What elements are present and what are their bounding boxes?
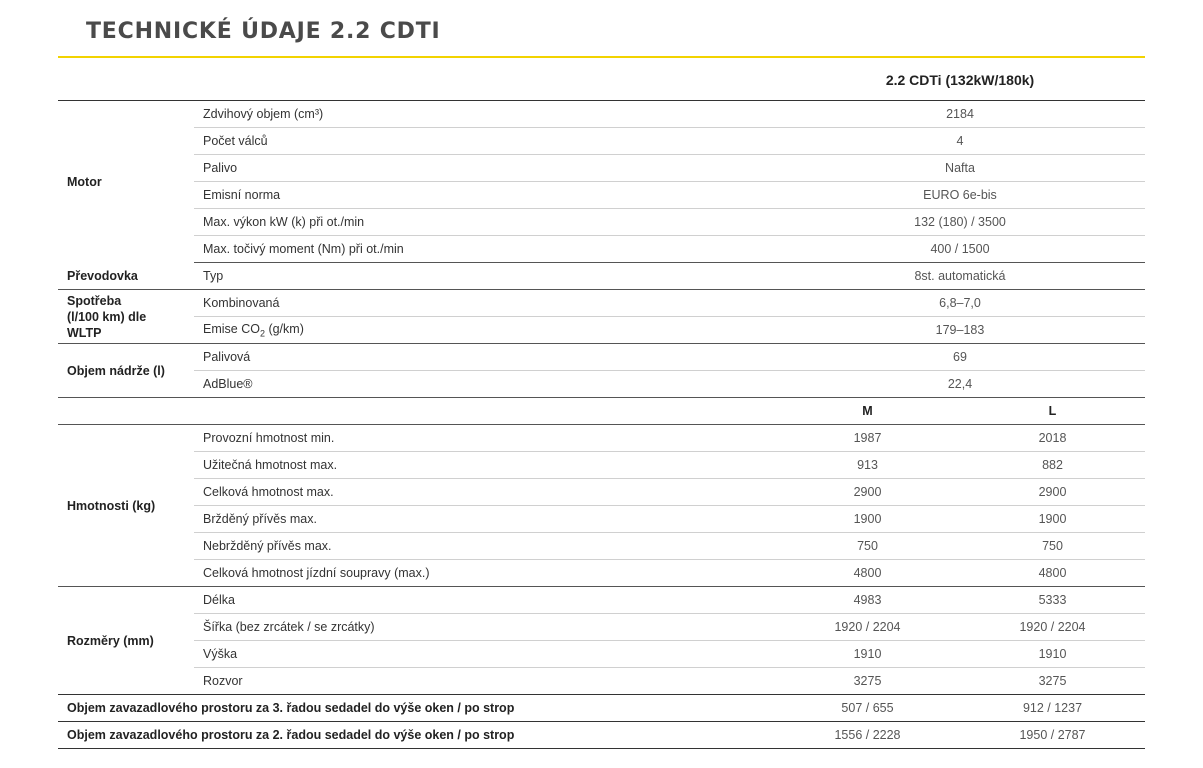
row-label: Palivo xyxy=(194,155,775,182)
row-label: Rozvor xyxy=(194,668,775,695)
row-value-m: 4800 xyxy=(775,560,960,587)
row-label: Kombinovaná xyxy=(194,290,775,317)
variant-header-m: M xyxy=(775,398,960,425)
row-value-l: 1920 / 2204 xyxy=(960,614,1145,641)
row-label: Šířka (bez zrcátek / se zrcátky) xyxy=(194,614,775,641)
table-row xyxy=(58,452,1145,479)
table-row xyxy=(58,317,1145,344)
row-value-m: 1920 / 2204 xyxy=(775,614,960,641)
row-value-m: 2900 xyxy=(775,479,960,506)
table-row xyxy=(58,425,1145,452)
row-value-l: 2018 xyxy=(960,425,1145,452)
row-label: Bržděný přívěs max. xyxy=(194,506,775,533)
row-value-l: 3275 xyxy=(960,668,1145,695)
table-row xyxy=(58,506,1145,533)
group-label-rozmery: Rozměry (mm) xyxy=(58,587,194,695)
row-value: Nafta xyxy=(775,155,1145,182)
row-label: Nebržděný přívěs max. xyxy=(194,533,775,560)
row-value-l: 5333 xyxy=(960,587,1145,614)
table-row xyxy=(58,479,1145,506)
table-row xyxy=(58,614,1145,641)
row-value: 179–183 xyxy=(775,317,1145,344)
row-label: Výška xyxy=(194,641,775,668)
cargo-row-label: Objem zavazadlového prostoru za 2. řadou sedadel do výše oken / po strop xyxy=(58,722,775,749)
table-row xyxy=(58,182,1145,209)
row-label: Max. točivý moment (Nm) při ot./min xyxy=(194,236,775,263)
title-accent-rule xyxy=(58,56,1145,58)
blank-cell xyxy=(58,398,194,425)
row-value: 400 / 1500 xyxy=(775,236,1145,263)
row-value-l: 882 xyxy=(960,452,1145,479)
row-label: Emisní norma xyxy=(194,182,775,209)
row-value: EURO 6e-bis xyxy=(775,182,1145,209)
table-row xyxy=(58,128,1145,155)
table-row xyxy=(58,101,1145,128)
row-value-m: 4983 xyxy=(775,587,960,614)
emise-label-suffix: (g/km) xyxy=(264,321,304,336)
table-row xyxy=(58,263,1145,290)
table-row xyxy=(58,587,1145,614)
table-row xyxy=(58,722,1145,749)
row-label: AdBlue® xyxy=(194,371,775,398)
row-value: 132 (180) / 3500 xyxy=(775,209,1145,236)
row-value-m: 507 / 655 xyxy=(775,695,960,722)
row-value-m: 1910 xyxy=(775,641,960,668)
table-row xyxy=(58,560,1145,587)
table-row xyxy=(58,290,1145,317)
row-value-l: 750 xyxy=(960,533,1145,560)
cargo-row-label: Objem zavazadlového prostoru za 3. řadou sedadel do výše oken / po strop xyxy=(58,695,775,722)
row-value-l: 912 / 1237 xyxy=(960,695,1145,722)
group-label-prevodovka: Převodovka xyxy=(58,263,194,290)
table-row xyxy=(58,371,1145,398)
row-value-m: 1900 xyxy=(775,506,960,533)
emise-label-subscript: 2 xyxy=(259,328,265,339)
row-value-m: 1987 xyxy=(775,425,960,452)
row-label: Celková hmotnost jízdní soupravy (max.) xyxy=(194,560,775,587)
row-value: 6,8–7,0 xyxy=(775,290,1145,317)
page-title: TECHNICKÉ ÚDAJE 2.2 CDTI xyxy=(86,19,441,44)
row-value-m: 1556 / 2228 xyxy=(775,722,960,749)
row-value: 69 xyxy=(775,344,1145,371)
table-row xyxy=(58,668,1145,695)
row-value-l: 1910 xyxy=(960,641,1145,668)
row-label: Počet válců xyxy=(194,128,775,155)
row-label: Typ xyxy=(194,263,775,290)
blank-cell xyxy=(194,398,775,425)
row-value: 4 xyxy=(775,128,1145,155)
group-label-spotreba: Spotřeba (l/100 km) dle WLTP xyxy=(58,290,194,344)
variant-header-l: L xyxy=(960,398,1145,425)
row-value: 22,4 xyxy=(775,371,1145,398)
row-label-emise xyxy=(194,317,775,344)
table-row xyxy=(58,236,1145,263)
engine-column-header: 2.2 CDTi (132kW/180k) xyxy=(885,72,1035,88)
row-label: Celková hmotnost max. xyxy=(194,479,775,506)
spec-table xyxy=(58,100,1145,749)
table-row xyxy=(58,209,1145,236)
row-value-m: 913 xyxy=(775,452,960,479)
table-row xyxy=(58,641,1145,668)
group-label-hmotnosti: Hmotnosti (kg) xyxy=(58,425,194,587)
table-row xyxy=(58,155,1145,182)
row-value-l: 4800 xyxy=(960,560,1145,587)
row-label: Užitečná hmotnost max. xyxy=(194,452,775,479)
row-label: Max. výkon kW (k) při ot./min xyxy=(194,209,775,236)
row-value-m: 3275 xyxy=(775,668,960,695)
row-label: Provozní hmotnost min. xyxy=(194,425,775,452)
table-row xyxy=(58,344,1145,371)
row-label: Zdvihový objem (cm³) xyxy=(194,101,775,128)
group-label-motor: Motor xyxy=(58,101,194,263)
row-value-l: 2900 xyxy=(960,479,1145,506)
table-row xyxy=(58,695,1145,722)
group-label-nadrz: Objem nádrže (l) xyxy=(58,344,194,398)
row-value-l: 1900 xyxy=(960,506,1145,533)
row-value: 2184 xyxy=(775,101,1145,128)
row-value: 8st. automatická xyxy=(775,263,1145,290)
row-value-m: 750 xyxy=(775,533,960,560)
row-value-l: 1950 / 2787 xyxy=(960,722,1145,749)
row-label: Délka xyxy=(194,587,775,614)
emise-label-text: Emise CO xyxy=(203,321,260,336)
table-row xyxy=(58,533,1145,560)
row-label: Palivová xyxy=(194,344,775,371)
variant-header-row xyxy=(58,398,1145,425)
